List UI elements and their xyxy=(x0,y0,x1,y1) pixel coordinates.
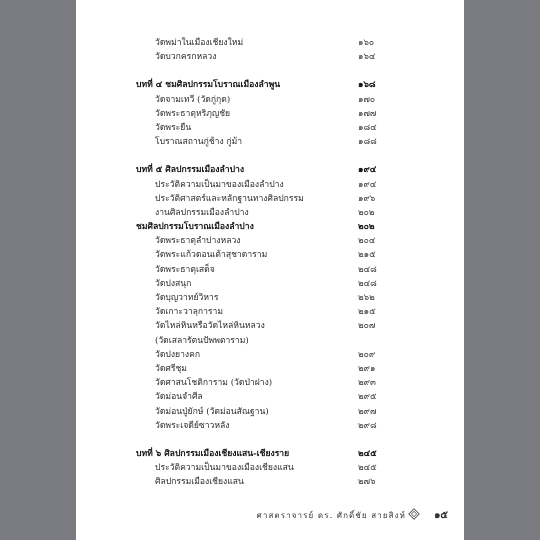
toc-entry-row xyxy=(136,234,456,248)
toc-entry-title: วัดบุญวาทย์วิหาร xyxy=(155,293,219,303)
toc-entry-title: วัดปงยางคก xyxy=(155,349,201,360)
toc-entry-title: วัดพม่าในเมืองเชียงใหม่ xyxy=(155,38,244,48)
toc-entry-row xyxy=(136,475,456,489)
toc-page-number: ๑๙๔ xyxy=(358,179,377,190)
toc-entry-row xyxy=(136,263,456,277)
toc-entry-row xyxy=(136,248,456,262)
toc-entry-title: วัดปงสนุก xyxy=(155,278,192,289)
toc-entry-row xyxy=(136,390,456,404)
toc-entry-title: ศิลปกรรมเมืองเชียงแสน xyxy=(155,477,244,488)
toc-page-number: ๒๙๘ xyxy=(358,420,377,431)
toc-entry-title: โบราณสถานกู่ช้าง กู่ม้า xyxy=(155,137,243,148)
table-of-contents xyxy=(136,36,456,489)
toc-page-number: ๒๑๕ xyxy=(358,307,376,318)
toc-chapter-row xyxy=(136,447,456,461)
toc-page-number: ๑๖๘ xyxy=(358,80,376,91)
toc-entry-row xyxy=(136,291,456,305)
book-page xyxy=(76,0,464,540)
toc-entry-title: วัดศรีชุม xyxy=(155,363,187,374)
toc-entry-title: วัดพระเจดีย์ซาวหลัง xyxy=(155,420,230,431)
toc-page-number: ๒๙๓ xyxy=(358,378,376,389)
toc-entry-row xyxy=(136,93,456,107)
toc-entry-title: ประวัติความเป็นมาของเมืองลำปาง xyxy=(155,179,284,190)
toc-chapter-row xyxy=(136,163,456,177)
toc-page-number: ๒๗๖ xyxy=(358,477,376,488)
toc-entry-title: วัดศาสนโชติการาม (วัดป่าฝาง) xyxy=(155,378,273,389)
toc-entry-title: บทที่ ๖ ศิลปกรรมเมืองเชียงแสน-เชียงราย xyxy=(136,448,290,459)
toc-entry-row xyxy=(136,348,456,362)
toc-entry-title: วัดไหล่หินหรือวัดไหล่หินหลวง xyxy=(155,321,265,332)
toc-entry-row xyxy=(136,50,456,64)
toc-page-number: ๑๘๘ xyxy=(358,137,377,148)
toc-page-number: ๑๙๖ xyxy=(358,193,376,204)
toc-entry-title: บทที่ ๔ ชมศิลปกรรมโบราณเมืองลำพูน xyxy=(136,80,281,91)
toc-entry-row xyxy=(136,334,456,348)
toc-page-number: ๑๖๐ xyxy=(358,38,375,48)
toc-page-number: ๑๙๔ xyxy=(358,165,377,176)
toc-entry-title: งานศิลปกรรมเมืองลำปาง xyxy=(155,207,249,218)
toc-entry-title: วัดพระธาตุเสด็จ xyxy=(155,264,215,275)
toc-entry-row xyxy=(136,206,456,220)
toc-entry-title: วัดพระแก้วดอนเต้าสุชาดาราม xyxy=(155,250,268,261)
toc-spacer xyxy=(136,149,456,163)
toc-entry-title: วัดพระธาตุลำปางหลวง xyxy=(155,236,241,247)
toc-entry-row xyxy=(136,121,456,135)
toc-entry-title: วัดเกาะวาลุการาม xyxy=(155,307,224,318)
toc-entry-row xyxy=(136,376,456,390)
toc-entry-row xyxy=(136,405,456,419)
toc-entry-title: วัดบวกครกหลวง xyxy=(155,52,217,63)
toc-entry-title: วัดพระธาตุหริภุญชัย xyxy=(155,108,231,119)
toc-page-number: ๒๐๔ xyxy=(358,236,376,247)
toc-page-number: ๒๙๗ xyxy=(358,406,377,417)
toc-entry-row xyxy=(136,461,456,475)
toc-entry-title: วัดม่อนจำศีล xyxy=(155,392,203,403)
footer-author: ศาสตราจารย์ ดร. ศักดิ์ชัย สายสิงห์ xyxy=(256,511,406,520)
toc-entry-row xyxy=(136,107,456,121)
toc-page-number: ๒๙๕ xyxy=(358,392,377,403)
toc-page-number: ๑๗๗ xyxy=(358,108,377,119)
toc-page-number: ๒๖๒ xyxy=(358,293,375,303)
toc-entry-title: ชมศิลปกรรมโบราณเมืองลำปาง xyxy=(136,222,254,233)
toc-page-number: ๑๘๔ xyxy=(358,122,377,133)
toc-page-number: ๒๔๘ xyxy=(358,264,377,275)
toc-page-number: ๒๔๘ xyxy=(358,278,377,289)
diamond-ornament-icon xyxy=(408,508,420,520)
toc-entry-row xyxy=(136,135,456,149)
toc-entry-row xyxy=(136,319,456,333)
toc-entry-row xyxy=(136,36,456,50)
toc-page-number: ๒๐๙ xyxy=(358,349,376,360)
toc-entry-row xyxy=(136,277,456,291)
page-footer xyxy=(248,507,458,523)
toc-page-number: ๑๗๐ xyxy=(358,94,376,105)
toc-chapter-row xyxy=(136,220,456,234)
toc-page-number: ๒๐๒ xyxy=(358,222,375,233)
toc-page-number: ๒๔๕ xyxy=(358,463,377,474)
toc-page-number: ๒๐๗ xyxy=(358,321,376,332)
toc-page-number: ๑๖๔ xyxy=(358,52,376,63)
toc-entry-title: (วัดเสลารัตนปัพพตาราม) xyxy=(155,335,249,346)
toc-entry-row xyxy=(136,362,456,376)
page-number: ๑๕ xyxy=(434,510,448,521)
toc-page-number: ๒๔๕ xyxy=(358,448,377,459)
toc-spacer xyxy=(136,433,456,447)
toc-entry-row xyxy=(136,192,456,206)
toc-entry-title: ประวัติความเป็นมาของเมืองเชียงแสน xyxy=(155,463,294,474)
toc-entry-title: ประวัติศาสตร์และหลักฐานทางศิลปกรรม xyxy=(155,193,304,204)
toc-spacer xyxy=(136,64,456,78)
toc-chapter-row xyxy=(136,78,456,92)
toc-entry-title: วัดพระยืน xyxy=(155,122,192,133)
toc-entry-row xyxy=(136,178,456,192)
toc-entry-row xyxy=(136,305,456,319)
toc-entry-title: บทที่ ๕ ศิลปกรรมเมืองลำปาง xyxy=(136,165,245,176)
toc-page-number: ๒๑๕ xyxy=(358,250,376,261)
toc-page-number: ๒๙๑ xyxy=(358,363,376,374)
toc-entry-title: วัดจามเทวี (วัดกู่กุด) xyxy=(155,94,231,105)
toc-page-number: ๒๐๒ xyxy=(358,207,375,218)
toc-entry-title: วัดม่อนปู่ยักษ์ (วัดม่อนสัณฐาน) xyxy=(155,406,269,417)
toc-entry-row xyxy=(136,419,456,433)
